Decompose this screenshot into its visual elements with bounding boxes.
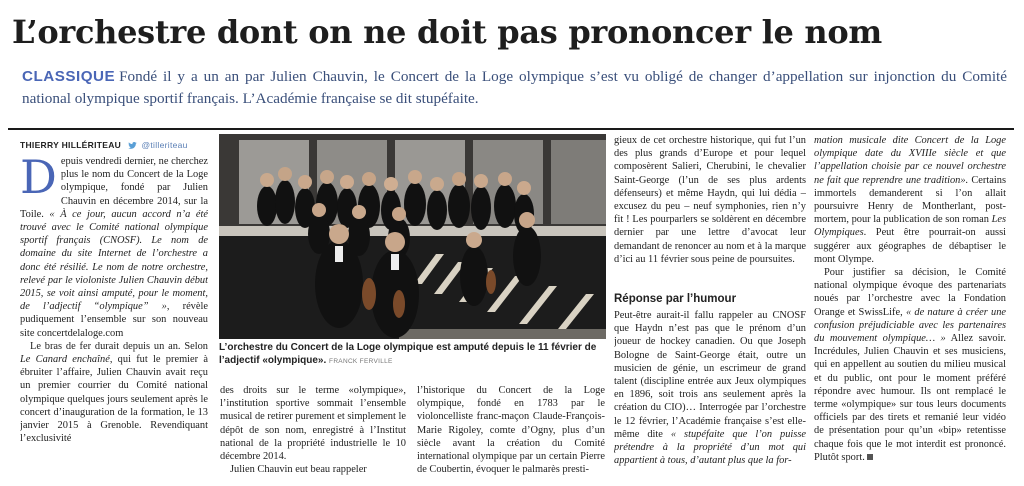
- col5-p2: Pour justifier sa décision, le Comité national olympique évoque des partenariats noués par l’orchestre avec la Fondation Orange et SwissLife,: [814, 267, 1006, 318]
- col1-p2-rest: , qui fut le premier à ébruiter l’affaire, Julien Chauvin avait reçu un premier courrier du Comité national olympique quelques jours seulement après le concert d’inauguration de la formation, le 13 janvier 2015 à Grenoble. Revendiquant l’exclusivité: [20, 354, 208, 445]
- caption-text: L’orchestre du Concert de la Loge olympique est amputé depuis le 11 février de l’adjectif «olympique».: [219, 342, 597, 366]
- col5-p2-quote: « de nature à créer une confusion préjudiciable avec les partenaires du mouvement olympique… »: [814, 306, 1006, 345]
- byline: [20, 140, 208, 151]
- col1-quote: « À ce jour, aucun accord n’a été trouvé avec le Comité national olympique sportif français (CNOSF). Le nom de domaine du site Internet de l’orchestre a donc été résilié. Le nom de notre orchestre, relevé par le violoniste Julien Chauvin début 2015, se voit ainsi amputé, pour le moment, de l’adjectif “olympique” »: [20, 208, 208, 313]
- drop-cap: D: [20, 150, 57, 204]
- col1-intro: epuis vendredi dernier, ne cherchez plus le nom du Concert de la Loge olympique, fondé par Julien Chauvin en décembre 2014, sur la Toile.: [20, 156, 208, 220]
- col5-p2-end: Allez savoir. Incrédules, Julien Chauvin et ses musiciens, qui en appellent au soutien du milieu musical et du public, ont pour le moment préféré répondre avec humour. Ils ont remplacé le terme «olympique» sur tous leurs documents officiels par des tirets et remanié leur vidéo de présentation pour qu’un «bip» retentisse chaque fois que le mot interdit est prononcé. Plutôt sport.: [814, 333, 1006, 463]
- twitter-handle: @tilleriteau: [141, 140, 188, 150]
- headline: L’orchestre dont on ne doit pas prononcer le nom: [12, 13, 882, 51]
- col2-text: des droits sur le terme «olympique», l’institution sportive sommait l’ensemble musical de retirer purement et simplement le dépôt de son nom, enregistré à l’Institut national de la propriété industrielle le 10 décembre 2014.: [220, 385, 406, 463]
- subheading: Réponse par l’humour: [614, 293, 737, 305]
- column-3: [417, 384, 605, 480]
- column-1: [20, 140, 208, 480]
- author-name: THIERRY HILLÉRITEAU: [20, 140, 122, 150]
- twitter-bird-icon: [128, 142, 137, 149]
- journal-name: Le Canard enchaîné: [20, 354, 110, 366]
- col4-p2: Peut-être aurait-il fallu rappeler au CNOSF que Haydn n’est pas que le prénom d’un joueur de hockey canadien. Ou que Joseph Bologne de Saint-George était, outre un musicien de génie, un escrimeur de grand talent (discipline entrée aux Jeux olympiques en 1896, soit trois ans seulement après la création du CIO)… Interrogée par l’orchestre le 12 février, l’Académie française s’est elle-même dite: [614, 310, 806, 440]
- col4-text: gieux de cet orchestre historique, qui fut l’un des plus grands d’Europe et pour lequel composèrent Salieri, Cherubini, le chevalier Saint-George (l’un de ses plus ardents défenseurs) et même Haydn, qui lui dédia – excusez du peu – neuf symphonies, rien n’y fit ! Les pourparlers se soldèrent en décembre dernier par une lettre d’avocat leur demandant de renoncer au nom et à la marque d’ici au 11 février sous peine de poursuites.: [614, 135, 806, 265]
- photo-caption: [219, 342, 606, 368]
- column-2: [220, 384, 406, 480]
- column-5: [814, 134, 1006, 480]
- column-4-continued: [614, 286, 806, 480]
- standfirst: [22, 66, 1007, 110]
- col1-intro-end: , révèle pudiquement l’ensemble sur son nouveau site concertdelaloge.com: [20, 301, 208, 339]
- col5-p1: Certains immortels demanderent si l’on allait poursuivre Henry de Montherlant, post-mortem, pour la publication de son roman: [814, 174, 1006, 226]
- col4-quote: « stupéfaite que l’on puisse prétendre à la propriété d’un mot qui appartient à tous, d’autant plus que la for-: [614, 428, 806, 467]
- header-rule: [8, 128, 1014, 130]
- end-of-article-icon: [867, 454, 873, 460]
- standfirst-text: Fondé il y a un an par Julien Chauvin, le Concert de la Loge olympique s’est vu obligé de changer d’appellation sur injonction du Comité national olympique sportif français. L’Académie française se dit stupéfaite.: [22, 68, 1007, 107]
- novel-title: Les Olympiques: [814, 214, 1006, 239]
- col3-text: l’historique du Concert de la Loge olympique, fondé en 1783 par le violoncelliste franc-maçon Claude-François-Marie Rigoley, comte d’Ogny, plus d’un siècle avant la création du Comité international olympique par un certain Pierre de Coubertin, évoquer le palmarès presti-: [417, 385, 605, 476]
- photo-credit: FRANCK FERVILLE: [329, 357, 393, 365]
- col5-quote: mation musicale dite Concert de la Loge olympique date du XVIIIe siècle et que l’appellation choisie par ce nouvel orchestre ne fait que reprendre une tradition».: [814, 135, 1006, 186]
- col5-p1-end: . Peut être pourrait-on aussi suggérer aux géographes de débaptiser le mont Olympe.: [814, 227, 1006, 265]
- kicker: CLASSIQUE: [22, 68, 116, 85]
- col1-p2-start: Le bras de fer durait depuis un an. Selon: [30, 340, 208, 352]
- col2-p2: Julien Chauvin eut beau rappeler: [230, 464, 367, 476]
- column-4: [614, 134, 806, 286]
- orchestra-photo: [219, 134, 606, 339]
